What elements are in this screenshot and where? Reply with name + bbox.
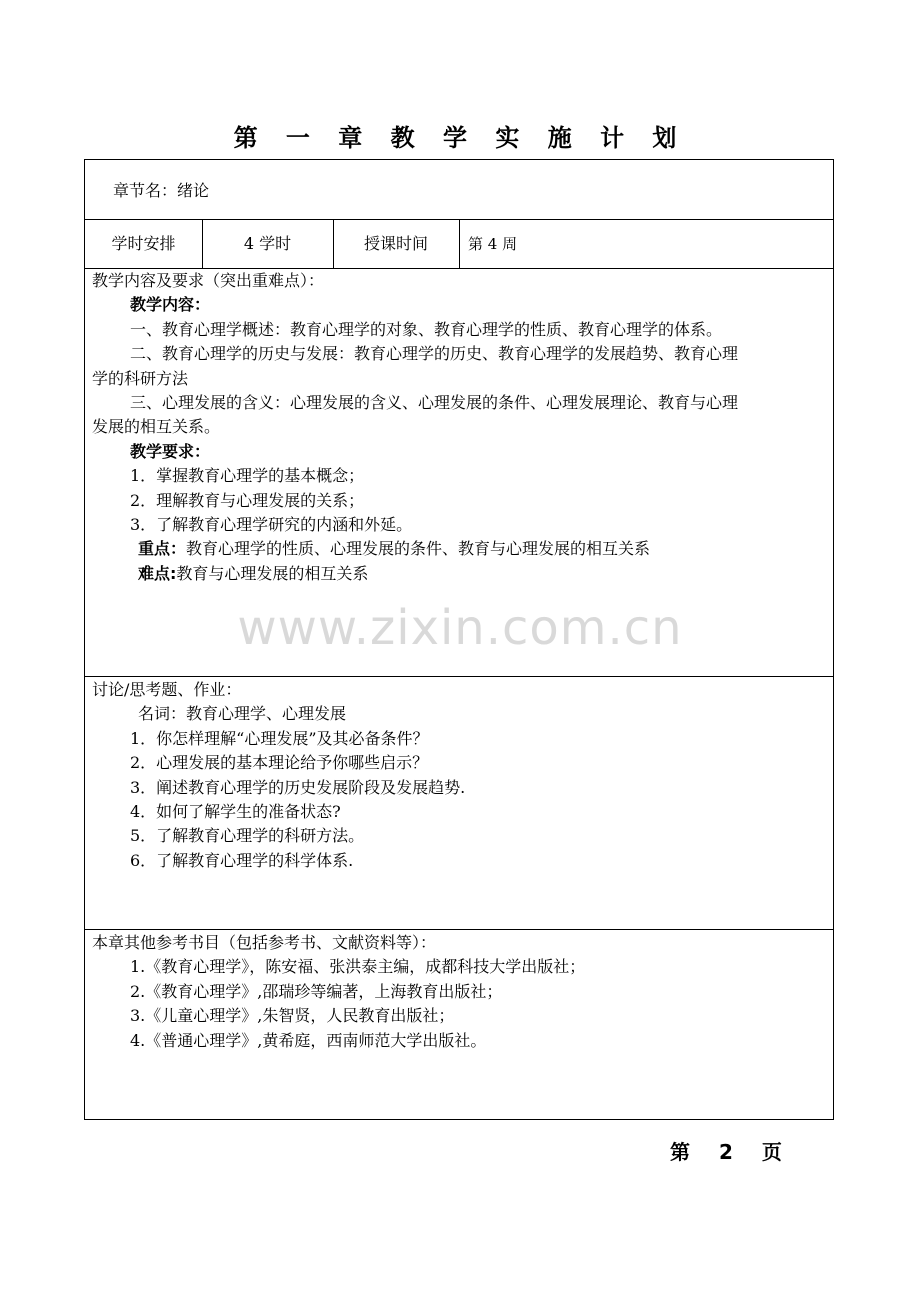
page-number-value: 2: [718, 1140, 733, 1164]
content-heading: 教学内容及要求（突出重难点）：: [92, 271, 325, 290]
references-section: [85, 931, 833, 1053]
difficult-text: 教育与心理发展的相互关系: [176, 563, 369, 583]
content-subheading: 教学内容：: [130, 295, 211, 315]
requirement-item: 2．理解教育与心理发展的关系；: [130, 490, 365, 510]
page-number: [670, 1136, 782, 1165]
difficult-points: [92, 562, 826, 586]
discussion-question: 5．了解教育心理学的科研方法。: [130, 826, 365, 846]
discussion-heading: 讨论/思考题、作业：: [92, 680, 242, 699]
hours-label: 学时安排: [111, 234, 176, 253]
chapter-name-row: [113, 179, 209, 203]
divider: [85, 929, 833, 930]
content-item: 发展的相互关系。: [92, 417, 221, 437]
requirements-heading: 教学要求：: [130, 441, 211, 461]
reference-item: 2.《教育心理学》,邵瑞珍等编著，上海教育出版社；: [130, 981, 503, 1001]
reference-item: 1.《教育心理学》，陈安福、张洪泰主编，成都科技大学出版社；: [130, 957, 586, 977]
hours-value: 4 学时: [243, 234, 292, 253]
discussion-terms: 名词：教育心理学、心理发展: [138, 704, 347, 724]
difficult-label: 难点:: [138, 563, 177, 583]
chapter-name-label: 章节名：: [113, 181, 178, 200]
divider: [459, 219, 460, 268]
reference-item: 3.《儿童心理学》,朱智贤，人民教育出版社；: [130, 1006, 455, 1026]
requirement-item: 1．掌握教育心理学的基本概念；: [130, 466, 365, 486]
time-value: 第 4 周: [468, 235, 518, 253]
discussion-question: 1．你怎样理解“心理发展”及其必备条件？: [130, 728, 429, 748]
content-section: [85, 269, 833, 586]
content-item: 二、教育心理学的历史与发展：教育心理学的历史、教育心理学的发展趋势、教育心理: [130, 344, 739, 364]
watermark: www.zixin.com.cn: [237, 600, 683, 656]
divider: [85, 676, 833, 677]
page-title: 第 一 章 教 学 实 施 计 划: [233, 124, 687, 152]
discussion-section: [85, 678, 833, 873]
discussion-question: 2．心理发展的基本理论给予你哪些启示？: [130, 753, 429, 773]
content-item: 三、心理发展的含义：心理发展的含义、心理发展的条件、心理发展理论、教育与心理: [130, 393, 739, 413]
content-item: 一、教育心理学概述：教育心理学的对象、教育心理学的性质、教育心理学的体系。: [130, 319, 723, 339]
page-prefix: 第: [670, 1140, 690, 1164]
discussion-question: 4．如何了解学生的准备状态?: [130, 802, 341, 822]
chapter-name-value: 绪论: [177, 181, 210, 200]
page-suffix: 页: [761, 1140, 782, 1164]
references-heading: 本章其他参考书目（包括参考书、文献资料等）：: [92, 933, 437, 952]
key-points: [92, 537, 826, 561]
reference-item: 4.《普通心理学》,黄希庭，西南师范大学出版社。: [130, 1030, 487, 1050]
content-item: 学的科研方法: [92, 368, 189, 388]
discussion-question: 6．了解教育心理学的科学体系.: [130, 850, 354, 870]
key-points-text: 教育心理学的性质、心理发展的条件、教育与心理发展的相互关系: [186, 539, 651, 559]
key-points-label: 重点：: [138, 539, 187, 559]
requirement-item: 3．了解教育心理学研究的内涵和外延。: [130, 515, 413, 535]
time-label: 授课时间: [363, 234, 428, 253]
discussion-question: 3．阐述教育心理学的历史发展阶段及发展趋势.: [130, 777, 466, 797]
